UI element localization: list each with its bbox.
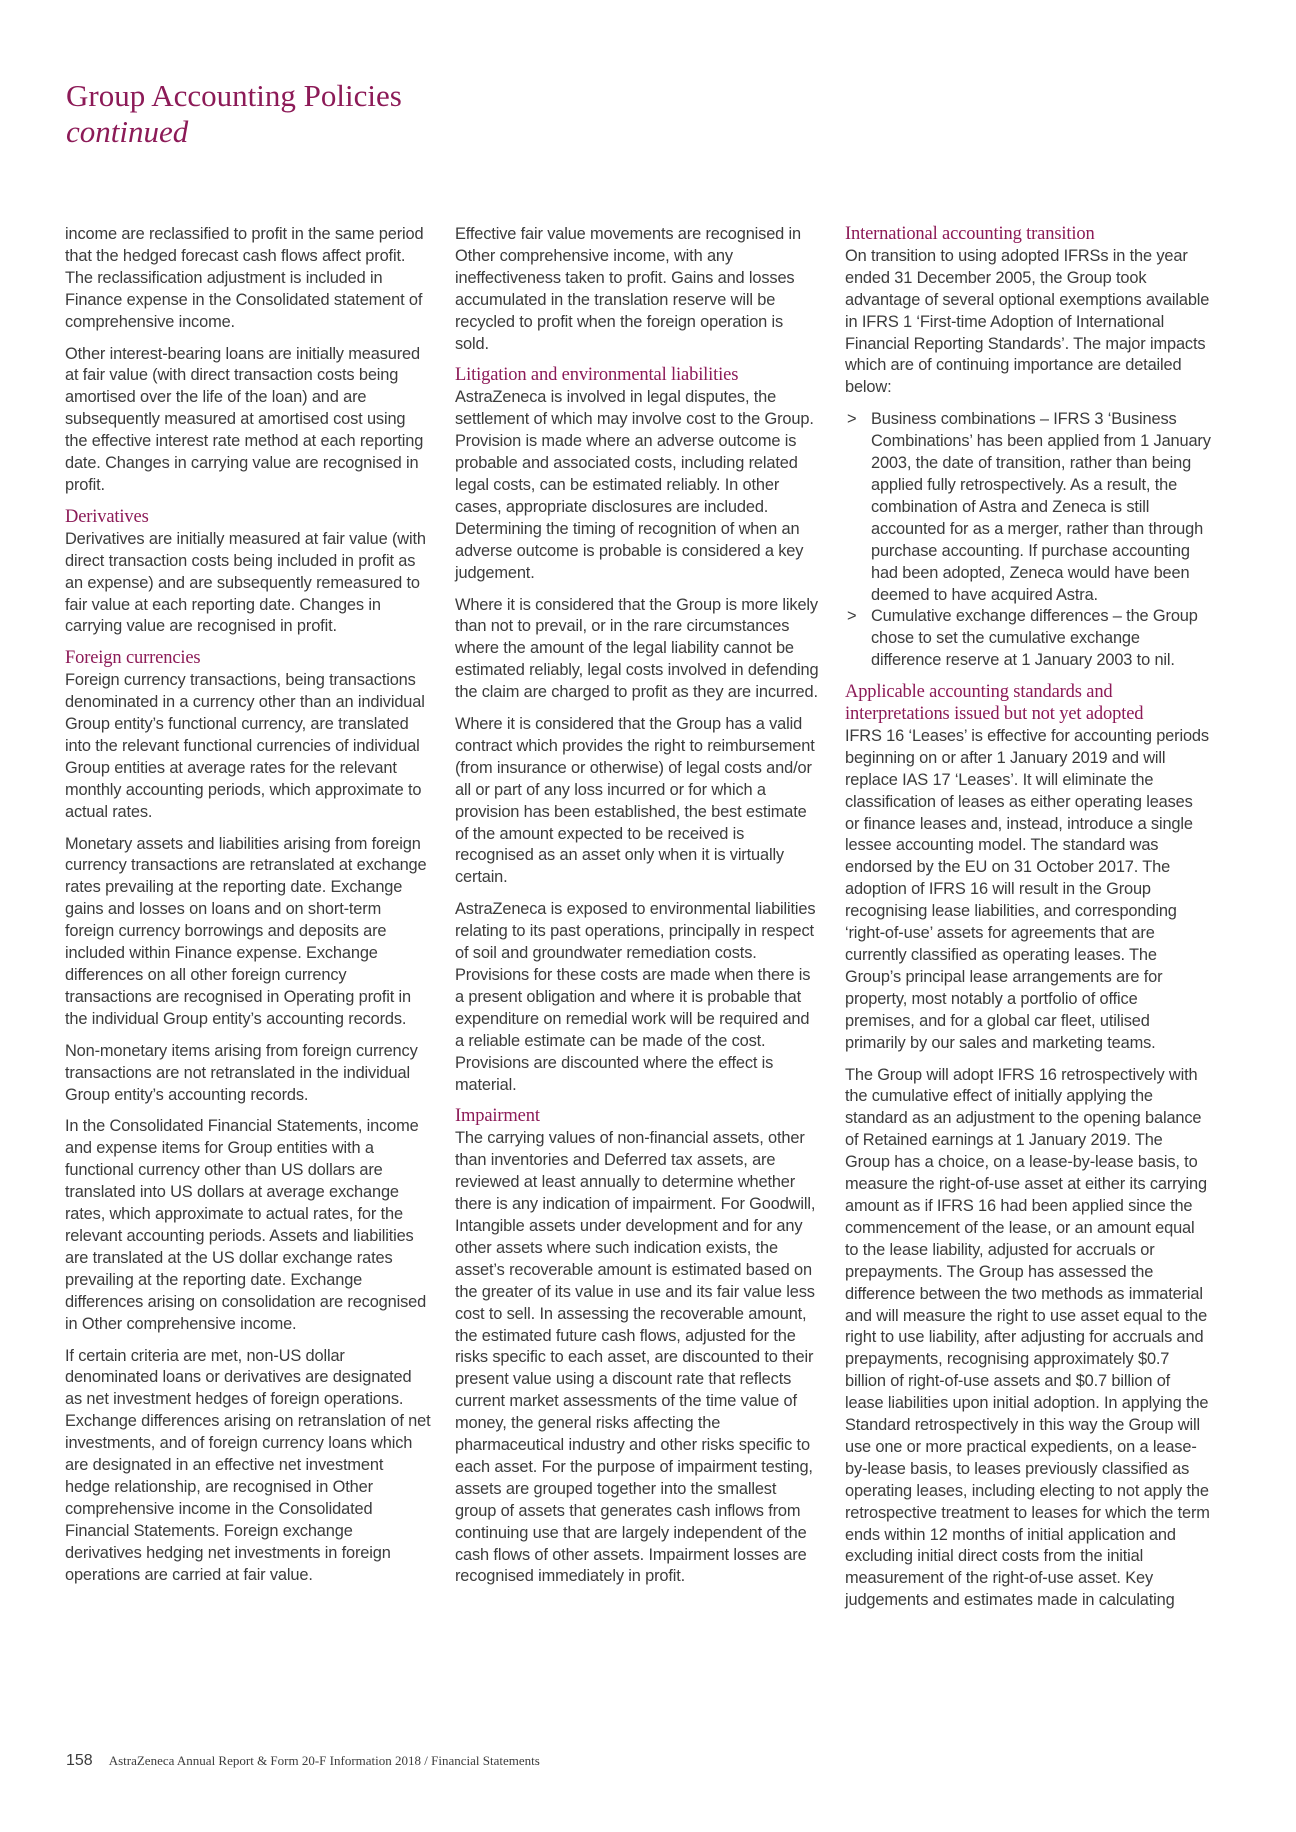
heading-foreign-currencies: Foreign currencies	[65, 648, 201, 669]
page-title	[66, 78, 402, 150]
heading-litigation: Litigation and environmental liabilities	[455, 365, 739, 386]
heading-derivatives: Derivatives	[65, 506, 149, 527]
paragraph: In the Consolidated Financial Statements, income and expense items for Group entities with a functional currency other than US dollars are translated into US dollars at average exchange rates, which approximate to actual rates, for the relevant accounting periods. Assets and liabilities are translated at the US dollar exchange rates prevailing at the reporting date. Exchange differences arising on consolidation are recognised in Other comprehensive income.	[65, 1117, 427, 1333]
title-main: Group Accounting Policies	[66, 78, 402, 113]
column-right	[845, 224, 1211, 1622]
column-middle	[455, 224, 821, 1598]
paragraph: Monetary assets and liabilities arising from foreign currency transactions are retranslated at exchange rates prevailing at the reporting date. Exchange gains and losses on loans and on short-term foreign currency borrowings and deposits are included within Finance expense. Exchange differences on all other foreign currency transactions are recognised in Operating profit in the individual Group entity’s accounting records.	[65, 834, 427, 1028]
paragraph: income are reclassified to profit in the same period that the hedged forecast cash flows affect profit. The reclassification adjustment is included in Finance expense in the Consolidated statement of comprehensive income.	[65, 225, 424, 331]
paragraph: IFRS 16 ‘Leases’ is effective for accounting periods beginning on or after 1 January 2019 and will replace IAS 17 ‘Leases’. It will eliminate the classification of leases as either operating leases or finance leases and, instead, introduce a single lessee accounting model. The standard was endorsed by the EU on 31 October 2017. The adoption of IFRS 16 will result in the Group recognising lease liabilities, and corresponding ‘right-of-use’ assets for agreements that are currently classified as operating leases. The Group’s principal lease arrangements are for property, most notably a portfolio of office premises, and for a global car fleet, utilised primarily by our sales and marketing teams.	[845, 726, 1209, 1052]
paragraph: The Group will adopt IFRS 16 retrospectively with the cumulative effect of initially applying the standard as an adjustment to the opening balance of Retained earnings at 1 January 2019. The Group has a choice, on a lease-by-lease basis, to measure the right-of-use asset at either its carrying amount as if IFRS 16 had been applied since the commencement of the lease, or an amount equal to the lease liability, adjusted for accruals or prepayments. The Group has assessed the difference between the two methods as immaterial and will measure the right to use asset equal to the right to use liability, after adjusting for accruals and prepayments, recognising approximately $0.7 billion of right-of-use assets and $0.7 billion of lease liabilities upon initial adoption. In applying the Standard retrospectively in this way the Group will use one or more practical expedients, on a lease-by-lease basis, to leases previously classified as operating leases, including electing to not apply the retrospective treatment to leases for which the term ends within 12 months of initial application and excluding initial direct costs from the initial measurement of the right-of-use asset. Key judgements and estimates made in calculating	[845, 1065, 1210, 1610]
bullet-chevron-icon: >	[847, 410, 857, 429]
paragraph: Other interest-bearing loans are initially measured at fair value (with direct transaction costs being amortised over the life of the loan) and are subsequently measured at amortised cost using the effective interest rate method at each reporting date. Changes in carrying value are recognised in profit.	[65, 344, 424, 494]
bullet-list	[845, 409, 1211, 672]
paragraph: Foreign currency transactions, being transactions denominated in a currency other than an individual Group entity’s functional currency, are translated into the relevant functional currencies of individual Group entities at average rates for the relevant monthly accounting periods, which approximate to actual rates.	[65, 671, 425, 821]
title-continued: continued	[66, 114, 189, 149]
paragraph: Where it is considered that the Group is more likely than not to prevail, or in the rare circumstances where the amount of the legal liability cannot be estimated reliably, legal costs involved in defending the claim are charged to profit as they are incurred.	[455, 595, 819, 702]
paragraph: AstraZeneca is involved in legal disputes, the settlement of which may involve cost to the Group. Provision is made where an adverse outcome is probable and associated costs, including related legal costs, can be estimated reliably. In other cases, appropriate disclosures are included. Determining the timing of recognition of when an adverse outcome is probable is considered a key judgement.	[455, 388, 814, 582]
heading-impairment: Impairment	[455, 1106, 540, 1127]
page-footer	[66, 1752, 540, 1770]
footer-text: AstraZeneca Annual Report & Form 20-F Information 2018 / Financial Statements	[108, 1753, 540, 1768]
bullet-chevron-icon: >	[847, 607, 857, 626]
paragraph: Where it is considered that the Group has a valid contract which provides the right to reimbursement (from insurance or otherwise) of legal costs and/or all or part of any loss incurred or for which a provision has been established, the best estimate of the amount expected to be received is recognised as an asset only when it is virtually certain.	[455, 715, 815, 887]
paragraph: On transition to using adopted IFRSs in the year ended 31 December 2005, the Group took advantage of several optional exemptions available in IFRS 1 ‘First-time Adoption of International Financial Reporting Standards’. The major impacts which are of continuing importance are detailed below:	[845, 246, 1210, 397]
heading-international-transition: International accounting transition	[845, 224, 1095, 244]
paragraph: Derivatives are initially measured at fair value (with direct transaction costs being included in profit as an expense) and are subsequently remeasured to fair value at each reporting date. Changes in carrying value are recognised in profit.	[65, 529, 426, 636]
paragraph: Non-monetary items arising from foreign currency transactions are not retranslated in the individual Group entity’s accounting records.	[65, 1041, 418, 1104]
paragraph: If certain criteria are met, non-US dollar denominated loans or derivatives are designated as net investment hedges of foreign operations. Exchange differences arising on retranslation of net investments, and of foreign currency loans which are designated in an effective net investment hedge relationship, are recognised in Other comprehensive income in the Consolidated Financial Statements. Foreign exchange derivatives hedging net investments in foreign operations are carried at fair value.	[65, 1346, 431, 1584]
paragraph: AstraZeneca is exposed to environmental liabilities relating to its past operations, principally in respect of soil and groundwater remediation costs. Provisions for these costs are made when there is a present obligation and where it is probable that expenditure on remedial work will be required and a reliable estimate can be made of the cost. Provisions are discounted where the effect is material.	[455, 900, 816, 1094]
list-item	[845, 409, 1211, 606]
paragraph: The carrying values of non-financial assets, other than inventories and Deferred tax assets, are reviewed at least annually to determine whether there is any indication of impairment. For Goodwill, Intangible assets under development and for any other assets where such indication exists, the asset’s recoverable amount is estimated based on the greater of its value in use and its fair value less cost to sell. In assessing the recoverable amount, the estimated future cash flows, adjusted for the risks specific to each asset, are discounted to their present value using a discount rate that reflects current market assessments of the time value of money, the general risks affecting the pharmaceutical industry and other risks specific to each asset. For the purpose of impairment testing, assets are grouped together into the smallest group of assets that generates cash inflows from continuing use that are largely independent of the cash flows of other assets. Impairment losses are recognised immediately in profit.	[455, 1129, 816, 1586]
page-number: 158	[66, 1752, 93, 1769]
list-item	[845, 606, 1211, 672]
column-left	[65, 224, 431, 1596]
paragraph: Effective fair value movements are recognised in Other comprehensive income, with any ineffectiveness taken to profit. Gains and losses accumulated in the translation reserve will be recycled to profit when the foreign operation is sold.	[455, 225, 801, 353]
list-item-text: Business combinations – IFRS 3 ‘Business Combinations’ has been applied from 1 January 2003, the date of transition, rather than being applied fully retrospectively. As a result, the combination of Astra and Zeneca is still accounted for as a merger, rather than through purchase accounting. If purchase accounting had been adopted, Zeneca would have been deemed to have acquired Astra.	[871, 410, 1211, 604]
list-item-text: Cumulative exchange differences – the Group chose to set the cumulative exchange difference reserve at 1 January 2003 to nil.	[871, 607, 1198, 670]
heading-applicable-standards: Applicable accounting standards and interpretations issued but not yet adopted	[845, 682, 1144, 725]
